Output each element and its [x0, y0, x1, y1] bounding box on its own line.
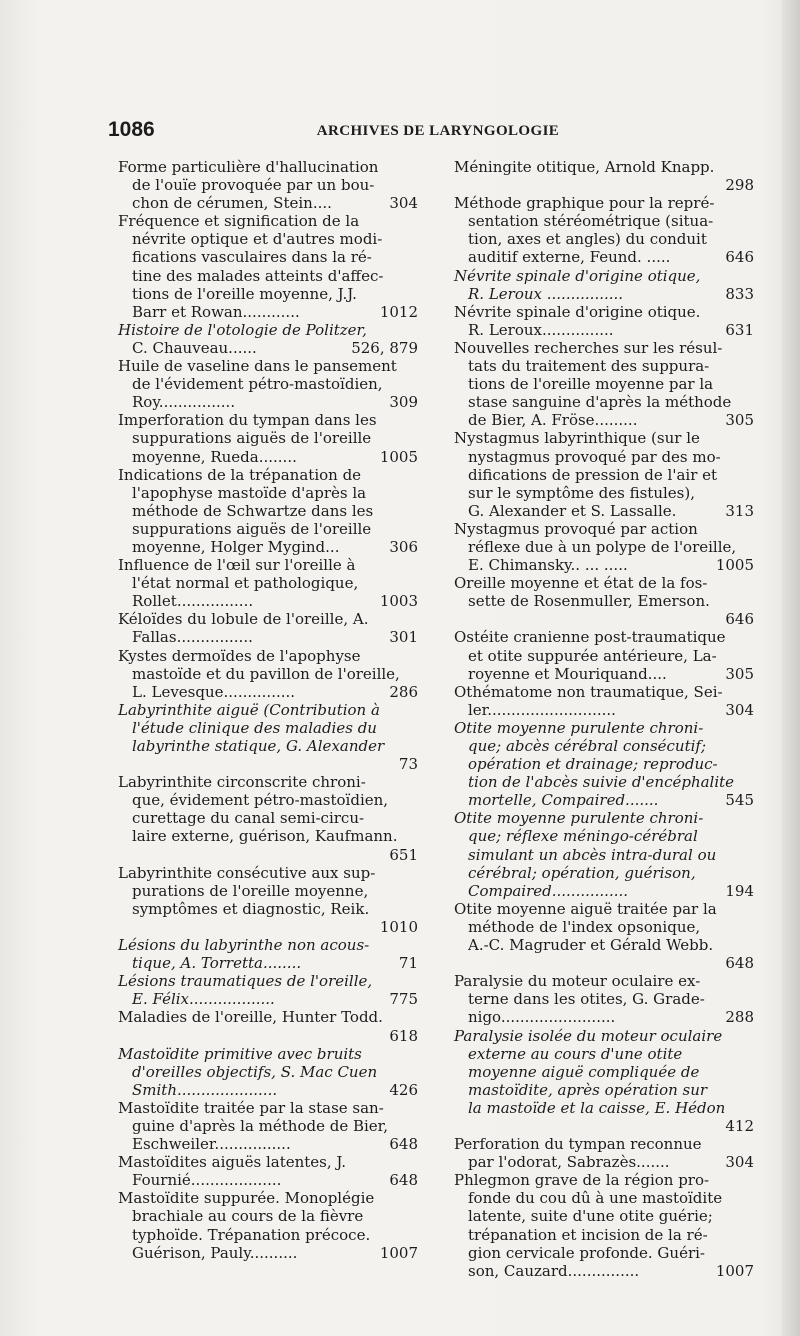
entry-page: 648 — [389, 1135, 418, 1154]
entry-line: l'étude clinique des maladies du — [132, 718, 377, 737]
entry-page: 833 — [725, 284, 754, 303]
entry-text: royenne et Mouriquand.... — [468, 664, 667, 683]
index-entry — [454, 267, 754, 303]
page-edge-shadow — [782, 0, 800, 1336]
index-entry — [118, 701, 418, 773]
entry-text: nigo........................ — [468, 1008, 616, 1027]
entry-page: 618 — [389, 1026, 418, 1045]
entry-line — [118, 1171, 418, 1189]
entry-line: tions de l'oreille moyenne par la — [468, 375, 714, 394]
entry-line: guine d'après la méthode de Bier, — [132, 1116, 388, 1135]
entry-line: Lésions traumatiques de l'oreille, — [118, 972, 373, 991]
index-entry — [118, 1099, 418, 1153]
index-entry — [454, 628, 754, 682]
entry-page: 306 — [389, 537, 418, 556]
entry-line — [118, 538, 418, 556]
entry-page: 651 — [389, 845, 418, 864]
entry-page: 309 — [389, 393, 418, 412]
index-entry — [454, 719, 754, 809]
entry-line: tats du traitement des suppura- — [468, 357, 710, 376]
entry-line: Fréquence et signification de la — [118, 212, 360, 231]
entry-line — [118, 1244, 418, 1262]
entry-line: Otite moyenne purulente chroni- — [454, 718, 704, 737]
index-column-right — [454, 158, 754, 1280]
index-entry — [454, 574, 754, 628]
entry-line — [118, 683, 418, 701]
entry-line: et otite suppurée antérieure, La- — [468, 646, 717, 665]
entry-line: latente, suite d'une otite guérie; — [468, 1207, 713, 1226]
entry-line: d'oreilles objectifs, S. Mac Cuen — [132, 1062, 378, 1081]
index-entry — [118, 466, 418, 556]
entry-line: Perforation du tympan reconnue — [454, 1135, 702, 1154]
entry-line: Imperforation du tympan dans les — [118, 411, 377, 430]
entry-text: auditif externe, Feund. ..... — [468, 248, 671, 267]
entry-line: tion, axes et angles) du conduit — [468, 230, 707, 249]
entry-line: que; abcès cérébral consécutif; — [468, 737, 707, 755]
entry-line: Lésions du labyrinthe non acous- — [118, 936, 370, 955]
entry-line: réflexe due à un polype de l'oreille, — [468, 537, 737, 556]
entry-line — [118, 393, 418, 411]
index-entry — [118, 212, 418, 321]
entry-page: 1007 — [379, 1243, 418, 1262]
entry-page: 412 — [725, 1116, 754, 1135]
entry-text: chon de cérumen, Stein.... — [132, 194, 332, 213]
entry-page: 1012 — [379, 302, 418, 321]
entry-line — [118, 628, 418, 646]
entry-line: Paralysie isolée du moteur oculaire — [454, 1026, 723, 1045]
entry-text: E. Félix.................. — [132, 990, 275, 1009]
entry-line: Ostéite cranienne post-traumatique — [454, 628, 726, 647]
entry-text: Eschweiler................ — [132, 1135, 291, 1154]
entry-line: moyenne aiguë compliquée de — [468, 1062, 700, 1081]
entry-page: 301 — [389, 628, 418, 647]
entry-page: 648 — [725, 954, 754, 973]
index-entry — [118, 1008, 418, 1044]
entry-text: R. Leroux ................ — [468, 284, 624, 303]
entry-text: par l'odorat, Sabrazès....... — [468, 1153, 670, 1172]
entry-line: opération et drainage; reproduc- — [468, 755, 718, 774]
entry-line — [454, 502, 754, 520]
entry-line: Othématome non traumatique, Sei- — [454, 682, 723, 701]
entry-line: sur le symptôme des fistules), — [468, 483, 695, 502]
entry-page: 304 — [389, 194, 418, 213]
index-entry — [118, 773, 418, 863]
entry-line: l'état normal et pathologique, — [132, 574, 359, 593]
index-entry — [454, 683, 754, 719]
entry-text: Guérison, Pauly.......... — [132, 1243, 298, 1262]
entry-line: cérébral; opération, guérison, — [468, 863, 696, 882]
index-entry — [454, 900, 754, 972]
entry-text: G. Alexander et S. Lassalle. — [468, 501, 677, 520]
entry-line: purations de l'oreille moyenne, — [132, 881, 369, 900]
entry-line — [454, 1153, 754, 1171]
index-entry — [454, 809, 754, 899]
entry-page: 648 — [389, 1171, 418, 1190]
entry-line: stase sanguine d'après la méthode — [468, 393, 732, 412]
entry-line: trépanation et incision de la ré- — [468, 1225, 708, 1244]
entry-line: gion cervicale profonde. Guéri- — [468, 1243, 705, 1262]
entry-line: tions de l'oreille moyenne, J.J. — [132, 284, 357, 303]
entry-line: Nystagmus provoqué par action — [454, 519, 698, 538]
entry-page: 646 — [725, 248, 754, 267]
entry-line — [118, 954, 418, 972]
entry-line: Méthode graphique pour la repré- — [454, 194, 715, 213]
entry-line: brachiale au cours de la fièvre — [132, 1207, 364, 1226]
entry-line: sentation stéréométrique (situa- — [468, 212, 714, 231]
entry-line: tion de l'abcès suivie d'encéphalite — [468, 773, 735, 792]
entry-text: Barr et Rowan............ — [132, 302, 300, 321]
index-entry — [118, 647, 418, 701]
entry-page: 631 — [725, 320, 754, 339]
entry-page: 194 — [725, 881, 754, 900]
index-entry — [454, 1027, 754, 1136]
entry-page: 526, 879 — [351, 338, 418, 357]
entry-page: 304 — [725, 1153, 754, 1172]
entry-line: sette de Rosenmuller, Emerson. — [468, 592, 710, 611]
entry-line: Labyrinthite circonscrite chroni- — [118, 773, 366, 792]
entry-line — [454, 1008, 754, 1026]
entry-page: 298 — [725, 176, 754, 195]
index-entry — [118, 321, 418, 357]
entry-line — [454, 248, 754, 266]
index-entry — [118, 357, 418, 411]
index-entry — [454, 339, 754, 429]
entry-line: Mastoïdites aiguës latentes, J. — [118, 1153, 347, 1172]
entry-line — [118, 194, 418, 212]
entry-line: l'apophyse mastoïde d'après la — [132, 483, 367, 502]
entry-text: moyenne, Rueda........ — [132, 447, 297, 466]
entry-text: E. Chimansky.. ... ..... — [468, 556, 628, 575]
index-entry — [118, 556, 418, 610]
entry-page: 545 — [725, 791, 754, 810]
entry-line: Mastoïdite traitée par la stase san- — [118, 1098, 384, 1117]
entry-line: fications vasculaires dans la ré- — [132, 248, 372, 267]
index-entry — [118, 158, 418, 212]
entry-line: Labyrinthite consécutive aux sup- — [118, 863, 376, 882]
entry-line: la mastoïde et la caisse, E. Hédon — [468, 1098, 726, 1117]
entry-line: typhoïde. Trépanation précoce. — [132, 1225, 371, 1244]
entry-page: 71 — [398, 954, 418, 973]
entry-text: Rollet................ — [132, 592, 254, 611]
entry-text: L. Levesque............... — [132, 682, 296, 701]
index-entry — [454, 972, 754, 1026]
entry-line — [118, 1081, 418, 1099]
entry-line — [118, 339, 418, 357]
running-title: ARCHIVES DE LARYNGOLOGIE — [316, 123, 560, 139]
entry-text: moyenne, Holger Mygind... — [132, 537, 340, 556]
entry-line: névrite optique et d'autres modi- — [132, 230, 383, 249]
index-entry — [118, 1153, 418, 1189]
entry-page: 286 — [389, 682, 418, 701]
entry-line — [118, 592, 418, 610]
entry-line: nystagmus provoqué par des mo- — [468, 447, 721, 466]
entry-line — [454, 665, 754, 683]
entry-line: Huile de vaseline dans le pansement — [118, 357, 397, 376]
entry-line: laire externe, guérison, Kaufmann. — [132, 827, 398, 846]
index-entry — [118, 972, 418, 1008]
index-entry — [118, 1189, 418, 1261]
entry-text: C. Chauveau...... — [132, 338, 257, 357]
entry-page: 1005 — [379, 447, 418, 466]
index-entry — [454, 1171, 754, 1280]
entry-line: Méningite otitique, Arnold Knapp. — [454, 158, 715, 176]
page-number: 1086 — [108, 118, 155, 141]
entry-line — [118, 448, 418, 466]
entry-line — [118, 303, 418, 321]
entry-text: Smith..................... — [132, 1080, 278, 1099]
entry-line: méthode de l'index opsonique, — [468, 917, 701, 936]
entry-line: Paralysie du moteur oculaire ex- — [454, 972, 701, 991]
entry-page: 305 — [725, 411, 754, 430]
entry-line: externe au cours d'une otite — [468, 1044, 683, 1063]
index-entry — [454, 520, 754, 574]
entry-line — [118, 1135, 418, 1153]
entry-text: mortelle, Compaired....... — [468, 791, 659, 810]
entry-line — [454, 556, 754, 574]
entry-line: Mastoïdite suppurée. Monoplégie — [118, 1189, 375, 1208]
index-entry — [454, 303, 754, 339]
entry-line: Histoire de l'otologie de Politzer, — [118, 320, 367, 339]
entry-page: 73 — [398, 755, 418, 774]
entry-page: 775 — [389, 990, 418, 1009]
entry-line: Nouvelles recherches sur les résul- — [454, 338, 723, 357]
entry-line: Indications de la trépanation de — [118, 465, 362, 484]
entry-text: son, Cauzard............... — [468, 1261, 640, 1280]
entry-line: mastoïde et du pavillon de l'oreille, — [132, 664, 400, 683]
entry-page: 305 — [725, 664, 754, 683]
entry-text: de Bier, A. Fröse......... — [468, 411, 638, 430]
entry-page: 1010 — [379, 917, 418, 936]
entry-text: tique, A. Torretta........ — [132, 954, 302, 973]
entry-line: Maladies de l'oreille, Hunter Todd. — [118, 1008, 383, 1027]
entry-line: que; réflexe méningo-cérébral — [468, 827, 698, 846]
entry-text: R. Leroux............... — [468, 320, 614, 339]
index-entry — [118, 1045, 418, 1099]
entry-line — [454, 321, 754, 339]
index-column-left — [118, 158, 418, 1262]
entry-line: que, évidement pétro-mastoïdien, — [132, 791, 389, 810]
entry-page: 313 — [725, 501, 754, 520]
entry-line: méthode de Schwartze dans les — [132, 501, 374, 520]
entry-line: suppurations aiguës de l'oreille — [132, 519, 372, 538]
entry-line — [454, 791, 754, 809]
entry-line: Otite moyenne purulente chroni- — [454, 809, 704, 828]
entry-page: 1007 — [715, 1261, 754, 1280]
entry-page: 288 — [725, 1008, 754, 1027]
entry-line: mastoïdite, après opération sur — [468, 1080, 708, 1099]
entry-line: de l'ouïe provoquée par un bou- — [132, 176, 375, 195]
entry-line: Névrite spinale d'origine otique. — [454, 302, 701, 321]
entry-text: Roy................ — [132, 393, 236, 412]
entry-page: 426 — [389, 1080, 418, 1099]
index-entry — [118, 610, 418, 646]
entry-line: Labyrinthite aiguë (Contribution à — [118, 700, 380, 719]
entry-line: Névrite spinale d'origine otique, — [454, 266, 701, 285]
entry-line — [118, 990, 418, 1008]
page-header — [108, 118, 768, 142]
index-entry — [118, 936, 418, 972]
entry-line: curettage du canal semi-circu- — [132, 809, 365, 828]
entry-line — [454, 411, 754, 429]
entry-line: Kystes dermoïdes de l'apophyse — [118, 646, 361, 665]
entry-line: Influence de l'œil sur l'oreille à — [118, 556, 356, 575]
entry-line: Otite moyenne aiguë traitée par la — [454, 899, 717, 918]
entry-line — [454, 285, 754, 303]
index-entry — [454, 158, 754, 194]
entry-line: Phlegmon grave de la région pro- — [454, 1171, 710, 1190]
index-entry — [118, 864, 418, 936]
entry-line: Nystagmus labyrinthique (sur le — [454, 429, 700, 448]
entry-line: simulant un abcès intra-dural ou — [468, 845, 717, 864]
entry-text: Fournié................... — [132, 1171, 282, 1190]
entry-line — [454, 1262, 754, 1280]
entry-line: Kéloïdes du lobule de l'oreille, A. — [118, 610, 369, 629]
index-entry — [454, 429, 754, 519]
entry-line: fonde du cou dû à une mastoïdite — [468, 1189, 723, 1208]
entry-line: terne dans les otites, G. Grade- — [468, 990, 705, 1009]
entry-line: de l'évidement pétro-mastoïdien, — [132, 375, 383, 394]
entry-page: 1003 — [379, 592, 418, 611]
entry-line — [454, 882, 754, 900]
entry-text: Compaired................ — [468, 881, 629, 900]
entry-line: difications de pression de l'air et — [468, 465, 718, 484]
entry-text: ler........................... — [468, 700, 616, 719]
entry-line: Forme particulière d'hallucination — [118, 158, 379, 176]
index-entry — [454, 194, 754, 266]
entry-line: suppurations aiguës de l'oreille — [132, 429, 372, 448]
entry-page: 646 — [725, 610, 754, 629]
entry-line: Mastoïdite primitive avec bruits — [118, 1044, 362, 1063]
index-entry — [118, 411, 418, 465]
index-entry — [454, 1135, 754, 1171]
entry-text: Fallas................ — [132, 628, 253, 647]
entry-page: 304 — [725, 700, 754, 719]
entry-line: labyrinthe statique, G. Alexander — [132, 737, 385, 755]
entry-line: Oreille moyenne et état de la fos- — [454, 574, 708, 593]
entry-line: tine des malades atteints d'affec- — [132, 266, 384, 285]
entry-line: symptômes et diagnostic, Reik. — [132, 899, 370, 918]
entry-line — [454, 701, 754, 719]
entry-line: A.-C. Magruder et Gérald Webb. — [468, 936, 714, 955]
entry-page: 1005 — [715, 556, 754, 575]
